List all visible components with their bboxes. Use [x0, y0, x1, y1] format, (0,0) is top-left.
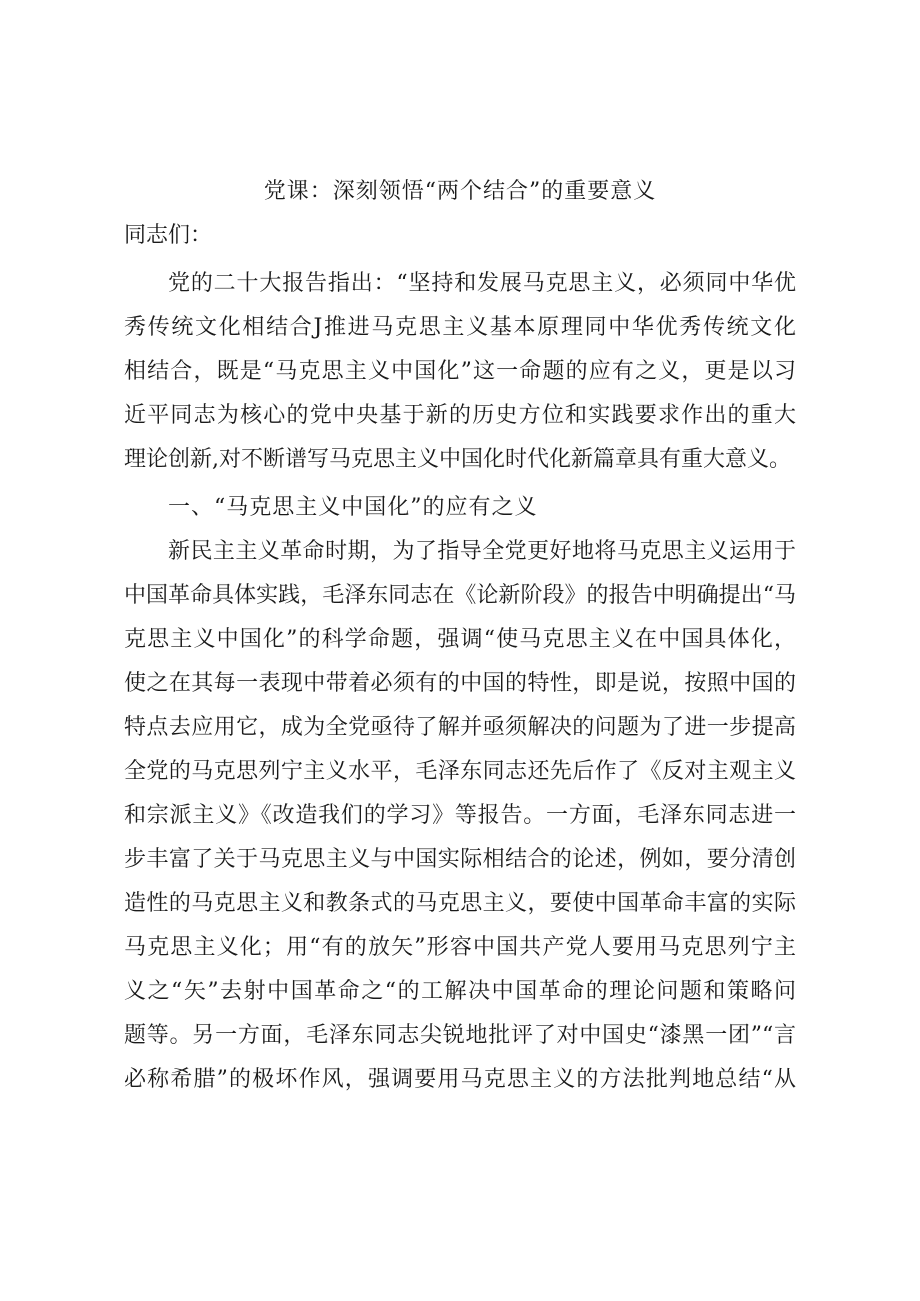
paragraph-1-line: 相结合，既是“马克思主义中国化”这一命题的应有之义，更是以习: [124, 359, 796, 384]
paragraph-2-line: 新民主主义革命时期，为了指导全党更好地将马克思主义运用于: [168, 539, 796, 564]
section-heading: 一、“马克思主义中国化”的应有之义: [168, 495, 538, 520]
paragraph-2-line: 和宗派主义》《改造我们的学习》等报告。一方面，毛泽东同志进一: [124, 803, 796, 828]
paragraph-2-line: 马克思主义化；用“有的放矢”形容中国共产党人要用马克思列宁主: [124, 935, 796, 960]
paragraph-1-line: 党的二十大报告指出：“坚持和发展马克思主义，必须同中华优: [168, 271, 796, 296]
paragraph-1-line: 理论创新,对不断谱写马克思主义中国化时代化新篇章具有重大意义。: [124, 447, 791, 472]
paragraph-1-line: 秀传统文化相结合J推进马克思主义基本原理同中华优秀传统文化: [124, 315, 796, 340]
paragraph-2-line: 步丰富了关于马克思主义与中国实际相结合的论述，例如，要分清创: [124, 847, 796, 872]
document-title: 党课：深刻领悟“两个结合”的重要意义: [263, 179, 657, 204]
salutation: 同志们：: [124, 223, 213, 248]
paragraph-2-line: 全党的马克思列宁主义水平，毛泽东同志还先后作了《反对主观主义: [124, 759, 796, 784]
paragraph-2-line: 克思主义中国化”的科学命题，强调“使马克思主义在中国具体化，: [124, 627, 796, 652]
paragraph-1-line: 近平同志为核心的党中央基于新的历史方位和实践要求作出的重大: [124, 403, 796, 428]
paragraph-2-line: 题等。另一方面，毛泽东同志尖锐地批评了对中国史“漆黑一团”“言: [124, 1023, 796, 1048]
paragraph-2-line: 必称希腊”的极坏作风，强调要用马克思主义的方法批判地总结“从: [124, 1067, 796, 1092]
paragraph-2-line: 特点去应用它，成为全党亟待了解并亟须解决的问题为了进一步提高: [124, 715, 796, 740]
paragraph-2-line: 中国革命具体实践，毛泽东同志在《论新阶段》的报告中明确提出“马: [124, 583, 796, 608]
paragraph-2-line: 义之“矢”去射中国革命之“的工解决中国革命的理论问题和策略问: [124, 979, 796, 1004]
paragraph-2-line: 造性的马克思主义和教条式的马克思主义，要使中国革命丰富的实际: [124, 891, 796, 916]
paragraph-2-line: 使之在其每一表现中带着必须有的中国的特性，即是说，按照中国的: [124, 671, 796, 696]
